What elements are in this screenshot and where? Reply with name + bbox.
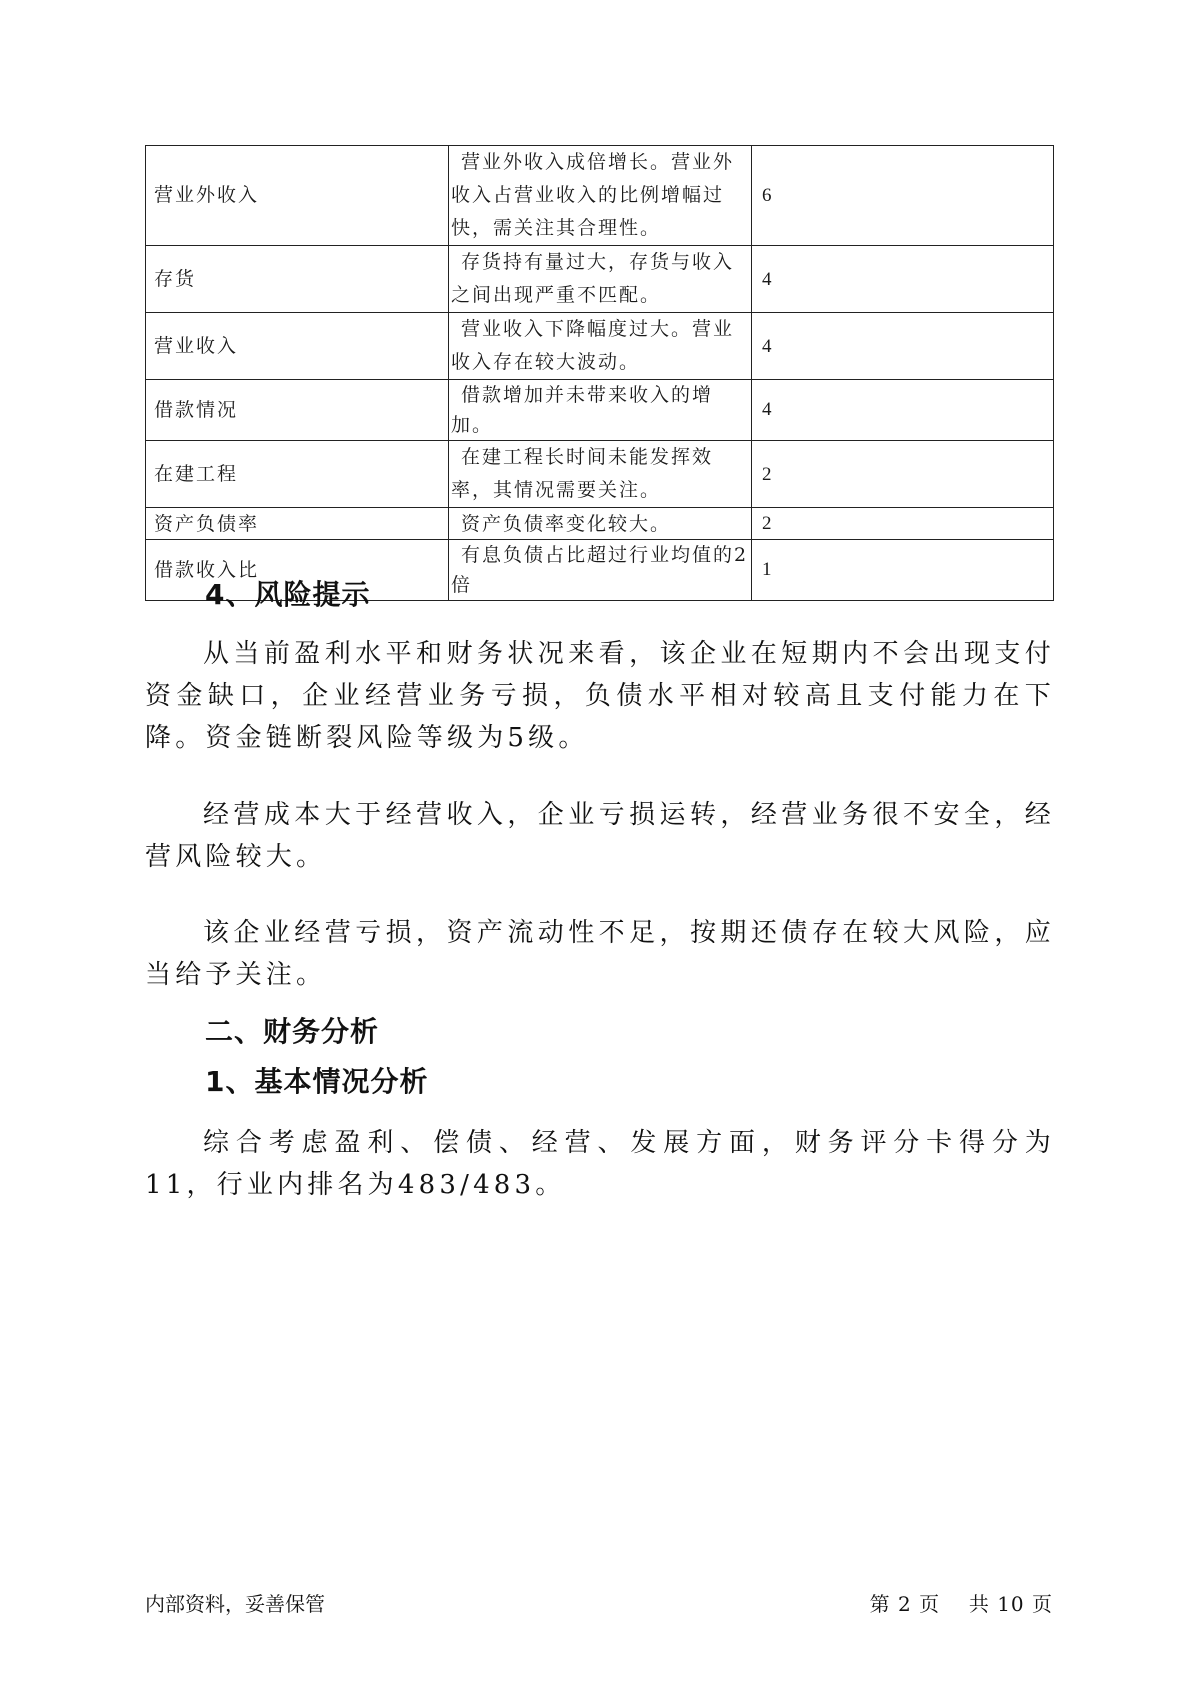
indicator-name: 存货 [146, 246, 449, 313]
risk-section-heading: 4、风险提示 [205, 578, 371, 611]
indicator-name: 在建工程 [146, 441, 449, 508]
indicator-name: 营业收入 [146, 313, 449, 380]
indicator-score: 4 [752, 380, 1054, 441]
footer-confidential-note: 内部资料，妥善保管 [145, 1592, 325, 1616]
indicator-description: 借款增加并未带来收入的增加。 [449, 380, 752, 441]
table-row [146, 441, 1054, 508]
risk-paragraph-3: 该企业经营亏损，资产流动性不足，按期还债存在较大风险，应当给予关注。 [145, 918, 1055, 990]
total-pages: 10 [997, 1592, 1025, 1616]
indicator-name: 营业外收入 [146, 146, 449, 246]
risk-paragraph-2: 经营成本大于经营收入，企业亏损运转，经营业务很不安全，经营风险较大。 [145, 800, 1055, 872]
indicator-description: 存货持有量过大，存货与收入之间出现严重不匹配。 [449, 246, 752, 313]
current-page: 2 [898, 1592, 912, 1616]
finance-section-heading: 二、财务分析 [205, 1015, 380, 1048]
indicator-score: 6 [752, 146, 1054, 246]
page-number: 第 2 页 共 10 页 [869, 1592, 1053, 1616]
table-row [146, 246, 1054, 313]
indicator-score: 4 [752, 246, 1054, 313]
indicator-score: 4 [752, 313, 1054, 380]
indicator-score: 2 [752, 441, 1054, 508]
indicator-name: 借款情况 [146, 380, 449, 441]
table-row [146, 508, 1054, 540]
risk-paragraph-1: 从当前盈利水平和财务状况来看，该企业在短期内不会出现支付资金缺口，企业经营业务亏损，负债水平相对较高且支付能力在下降。资金链断裂风险等级为5级。 [145, 639, 1055, 753]
indicator-score: 1 [752, 540, 1054, 601]
indicator-description: 有息负债占比超过行业均值的2倍 [449, 540, 752, 601]
indicator-name: 资产负债率 [146, 508, 449, 540]
indicator-description: 营业收入下降幅度过大。营业收入存在较大波动。 [449, 313, 752, 380]
indicator-description: 在建工程长时间未能发挥效率，其情况需要关注。 [449, 441, 752, 508]
risk-indicator-table [145, 145, 1054, 601]
table-row [146, 313, 1054, 380]
table-row [146, 146, 1054, 246]
basic-analysis-paragraph: 综合考虑盈利、偿债、经营、发展方面，财务评分卡得分为11，行业内排名为483/483。 [145, 1128, 1055, 1200]
indicator-description: 资产负债率变化较大。 [449, 508, 752, 540]
indicator-score: 2 [752, 508, 1054, 540]
indicator-name: 借款收入比 [146, 540, 449, 601]
indicator-description: 营业外收入成倍增长。营业外收入占营业收入的比例增幅过快，需关注其合理性。 [449, 146, 752, 246]
table-row [146, 380, 1054, 441]
basic-analysis-subheading: 1、基本情况分析 [205, 1065, 429, 1098]
